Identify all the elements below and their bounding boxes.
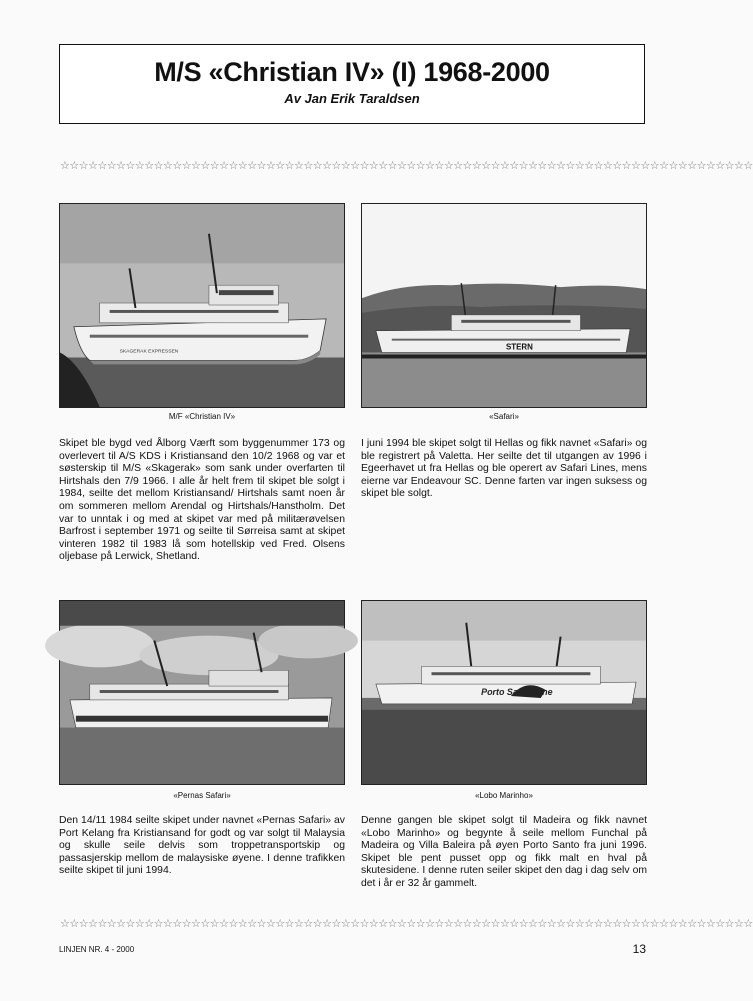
hull-lettering: Porto Santo Line: [481, 686, 553, 697]
hull-lettering: STERN: [505, 342, 533, 352]
star-divider-top: ☆☆☆☆☆☆☆☆☆☆☆☆☆☆☆☆☆☆☆☆☆☆☆☆☆☆☆☆☆☆☆☆☆☆☆☆☆☆☆☆☆☆☆☆☆☆☆☆☆☆☆☆☆☆☆☆☆☆☆☆☆☆☆☆☆☆☆☆☆☆☆☆☆☆: [60, 160, 753, 172]
photo-pernas-safari: [59, 600, 345, 785]
footer-publication: LINJEN NR. 4 - 2000: [59, 945, 135, 954]
page-number: 13: [632, 942, 646, 956]
byline: Av Jan Erik Taraldsen: [284, 91, 420, 106]
caption-pernas-safari: «Pernas Safari»: [173, 791, 231, 800]
title-box: [59, 44, 645, 124]
caption-lobo-marinho: «Lobo Marinho»: [475, 791, 533, 800]
paragraph-pernas-safari: Den 14/11 1984 seilte skipet under navnet «Pernas Safari» av Port Kelang fra Kristiansand for godt og var solgt til Malaysia og skulle seile delvis som troppetransportskip og passasjerskip mellom de malaysiske øyene. I denne trafikken seilte skipet til juni 1994.: [59, 815, 345, 877]
paragraph-safari: I juni 1994 ble skipet solgt til Hellas og fikk navnet «Safari» og ble registrert på Valetta. Her seilte det til utgangen av 1996 i Egeerhavet ut fra Hellas og ble operert av Safari Lines, mens eierne var Endeavour SC. Denne farten var ingen suksess og skipet ble solgt.: [361, 438, 647, 500]
photo-christian-iv: [59, 203, 345, 408]
hull-lettering: SKAGERAK EXPRESSEN: [119, 349, 179, 355]
caption-christian-iv: M/F «Christian IV»: [168, 412, 236, 421]
paragraph-history: Skipet ble bygd ved Ålborg Værft som byggenummer 173 og overlevert til A/S KDS i Kristiansand den 10/2 1968 og var et søsterskip til M/S «Skagerak» som sank under overfarten til Hirtshals den 7/9 1966. I alle år helt frem til skipet ble solgt i 1984, seilte det mellom Kristiansand/ Hirtshals samt noen år om sommeren mellom Arendal og Hirtshals/Hanstholm. Det var to unntak i og med at skipet var med på militærøvelsen Barfrost i september 1971 og seilte til Sørreisa samt at skipet vinteren 1982 til 1983 lå som hotellskip ved Fred. Olsens oljebase på Lerwick, Shetland.: [59, 438, 345, 563]
caption-safari: «Safari»: [489, 412, 519, 421]
photo-lobo-marinho: [361, 600, 647, 785]
photo-safari: [361, 203, 647, 408]
star-divider-bottom: ☆☆☆☆☆☆☆☆☆☆☆☆☆☆☆☆☆☆☆☆☆☆☆☆☆☆☆☆☆☆☆☆☆☆☆☆☆☆☆☆☆☆☆☆☆☆☆☆☆☆☆☆☆☆☆☆☆☆☆☆☆☆☆☆☆☆☆☆☆☆☆☆☆☆: [60, 918, 753, 930]
page-title: M/S «Christian IV» (I) 1968-2000: [154, 57, 550, 87]
paragraph-lobo-marinho: Denne gangen ble skipet solgt til Madeira og fikk navnet «Lobo Marinho» og begynte å seile mellom Funchal på Madeira og Villa Baleira på øyen Porto Santo fra juni 1996. Skipet ble pent pusset opp og fikk malt en hval på skutesidene. I denne ruten seiler skipet den dag i dag selv om det i år er 32 år gammelt.: [361, 815, 647, 889]
